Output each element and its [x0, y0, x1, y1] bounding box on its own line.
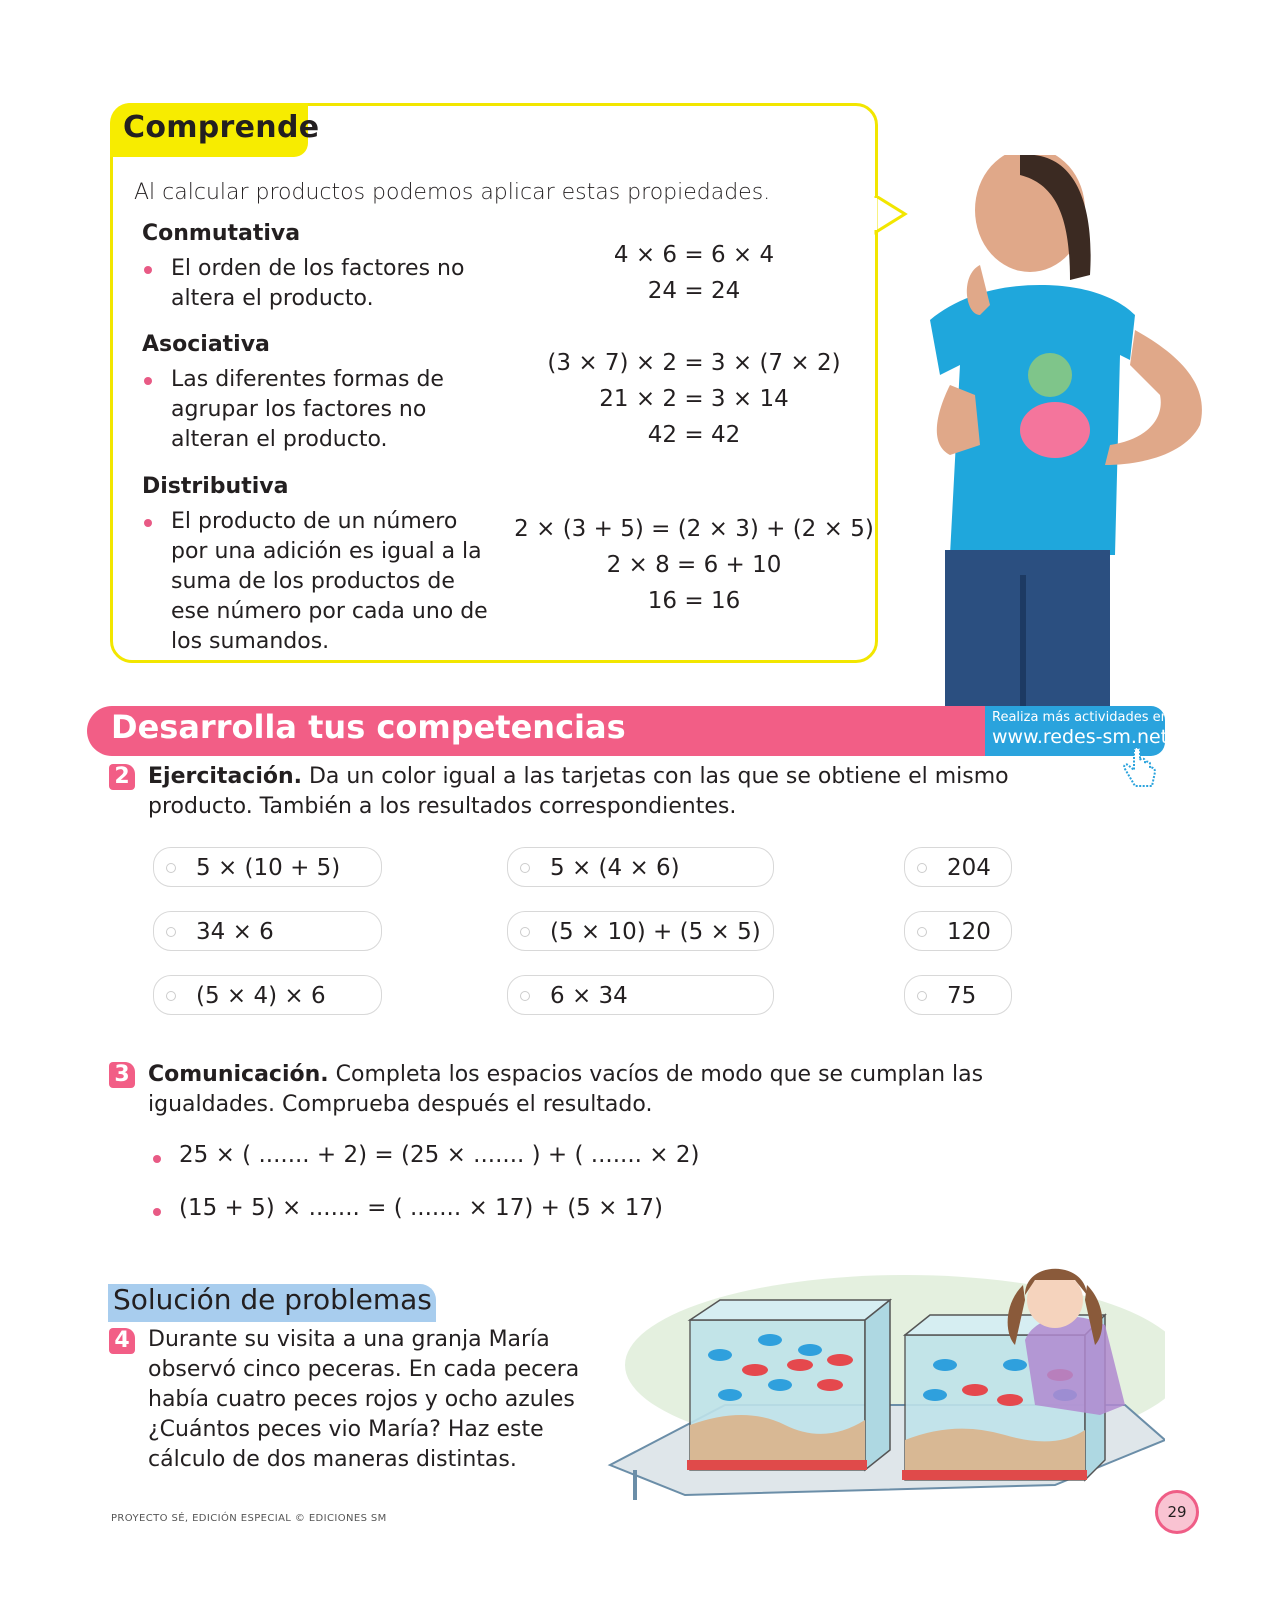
product-card[interactable]: 5 × (4 × 6)	[507, 847, 774, 887]
result-card[interactable]: 204	[904, 847, 1012, 887]
equality-item-1[interactable]: 25 × ( ....... + 2) = (25 × ....... ) + ( ....... × 2)	[179, 1142, 700, 1168]
footer-credit: PROYECTO SÉ, EDICIÓN ESPECIAL © EDICIONES SM	[111, 1513, 387, 1524]
circle-marker-icon	[166, 863, 176, 873]
product-card[interactable]: 6 × 34	[507, 975, 774, 1015]
equations-asociativa: (3 × 7) × 2 = 3 × (7 × 2) 21 × 2 = 3 × 14 42 = 42	[547, 350, 841, 448]
exercise-3-instructions: Comunicación. Completa los espacios vacíos de modo que se cumplan las igualdades. Comprueba después el resultado.	[148, 1062, 984, 1117]
circle-marker-icon	[917, 991, 927, 1001]
circle-marker-icon	[520, 863, 530, 873]
problem-4-text: Durante su visita a una granja María observó cinco peceras. En cada pecera había cuatro peces rojos y ocho azules ¿Cuántos peces vio María? Haz este cálculo de dos maneras distintas.	[148, 1327, 580, 1472]
circle-marker-icon	[520, 927, 530, 937]
property-text-asociativa: Las diferentes formas de agrupar los factores no alteran el producto.	[171, 367, 444, 452]
circle-marker-icon	[917, 927, 927, 937]
circle-marker-icon	[166, 927, 176, 937]
comprende-intro: Al calcular productos podemos aplicar estas propiedades.	[134, 180, 771, 205]
circle-marker-icon	[520, 991, 530, 1001]
bullet-icon	[144, 266, 152, 274]
exercise-number-2: 2	[109, 764, 135, 790]
bullet-icon	[153, 1155, 161, 1163]
product-card[interactable]: (5 × 10) + (5 × 5)	[507, 911, 774, 951]
speech-bubble-tip	[873, 196, 913, 236]
result-card[interactable]: 120	[904, 911, 1012, 951]
comprende-title: Comprende	[123, 110, 320, 145]
product-card[interactable]: 5 × (10 + 5)	[153, 847, 382, 887]
solucion-title: Solución de problemas	[113, 1283, 432, 1316]
exercise-number-4: 4	[109, 1328, 135, 1354]
circle-marker-icon	[917, 863, 927, 873]
result-card[interactable]: 75	[904, 975, 1012, 1015]
property-title-conmutativa: Conmutativa	[142, 221, 301, 246]
property-text-distributiva: El producto de un número por una adición es igual a la suma de los productos de ese número por cada uno de los sumandos.	[171, 509, 488, 654]
equality-item-2[interactable]: (15 + 5) × ....... = ( ....... × 17) + (5 × 17)	[179, 1195, 663, 1221]
exercise-2-instructions: Ejercitación. Da un color igual a las tarjetas con las que se obtiene el mismo producto. También a los resultados correspondientes.	[148, 764, 1009, 819]
web-link-url[interactable]: www.redes-sm.net	[992, 726, 1169, 748]
exercise-number-3: 3	[109, 1062, 135, 1088]
bullet-icon	[153, 1208, 161, 1216]
equations-conmutativa: 4 × 6 = 6 × 4 24 = 24	[613, 242, 775, 304]
equations-distributiva: 2 × (3 + 5) = (2 × 3) + (2 × 5) 2 × 8 = 6 + 10 16 = 16	[514, 516, 874, 614]
page-number: 29	[1155, 1490, 1199, 1534]
product-card[interactable]: 34 × 6	[153, 911, 382, 951]
web-link-note: Realiza más actividades en	[992, 710, 1169, 725]
property-title-asociativa: Asociativa	[142, 332, 270, 357]
bullet-icon	[144, 377, 152, 385]
girl-thinking-photo	[920, 155, 1220, 707]
property-title-distributiva: Distributiva	[142, 474, 289, 499]
property-text-conmutativa: El orden de los factores no altera el producto.	[171, 256, 465, 311]
product-card[interactable]: (5 × 4) × 6	[153, 975, 382, 1015]
bullet-icon	[144, 519, 152, 527]
section-banner-title: Desarrolla tus competencias	[111, 708, 626, 746]
circle-marker-icon	[166, 991, 176, 1001]
pointer-hand-icon	[1122, 748, 1158, 792]
aquarium-illustration	[605, 1255, 1165, 1500]
